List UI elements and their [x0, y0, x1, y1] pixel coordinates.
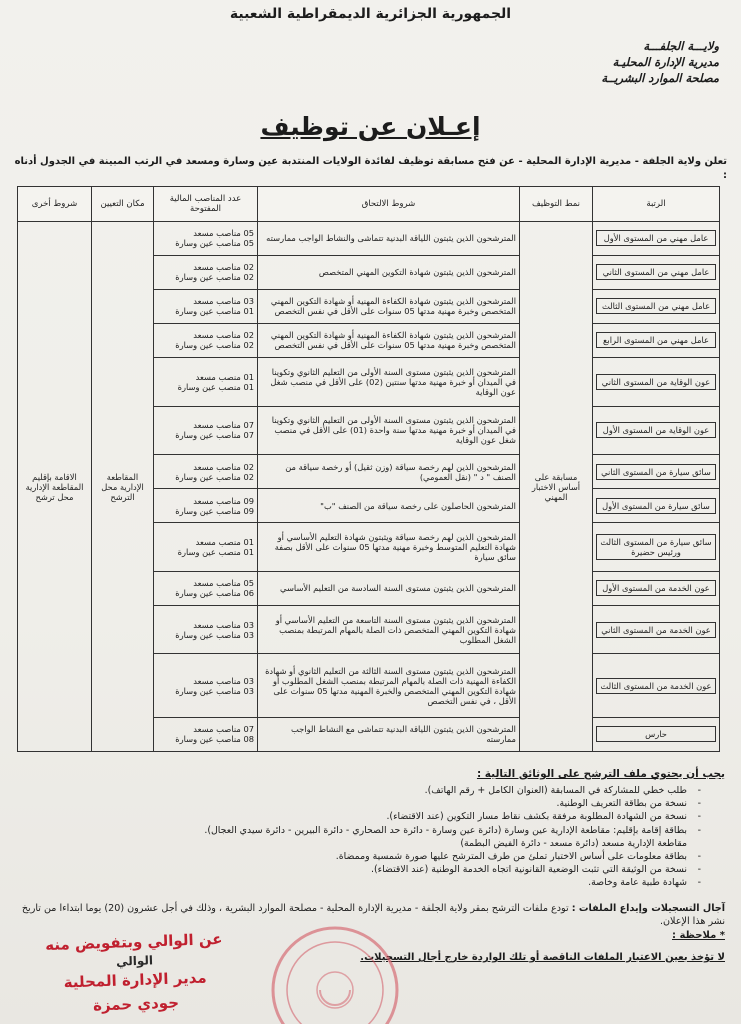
documents-title: يجب أن يحتوي ملف الترشح على الوثائق التالية : — [476, 768, 725, 780]
cell-conditions: المترشحون الذين يثبتون شهادة الكفاءة المهنية أو شهادة التكوين المهني المتخصص وخبرة مهنية مدتها 05 سنوات على الأقل في نفس التخصص — [258, 323, 520, 357]
document-item: مقاطعة الإدارية مسعد (دائرة مسعد - دائرة الفيض البطمة) — [460, 837, 687, 849]
cell-rank — [593, 523, 720, 572]
deadline-text: تودع ملفات الترشح بمقر ولاية الجلفة - مديرية الإدارة المحلية - مصلحة الموارد البشرية ، وذلك في أجل عشرون (20) يوما ابتداءا من تاريخ نشر هذا الإعلان. — [21, 903, 725, 927]
intro-paragraph: تعلن ولاية الجلفة - مديرية الإدارة المحلية - عن فتح مسابقة توظيف لفائدة الولايات المنتدبة عين وسارة ومسعد في الرتب المبينة في الجدول أدناه : — [14, 156, 727, 181]
rank-label: عون الخدمة من المستوى الثالث — [596, 678, 716, 694]
issuing-organization — [601, 38, 719, 86]
cell-rank — [593, 654, 720, 717]
note-text: لا تؤخذ بعين الاعتبار الملفات الناقصة أو تلك الواردة خارج أجال التسجيلات. — [360, 952, 725, 963]
cell-conditions: المترشحون الذين يثبتون شهادة التكوين المهني المتخصص — [258, 255, 520, 289]
cell-conditions: المترشحون الذين يثبتون اللياقة البدنية تتماشى والنشاط الواجب ممارسته — [258, 222, 520, 256]
header-place: مكان التعيين — [92, 187, 154, 222]
org-line-directorate: مديرية الإدارة المحليـة — [612, 55, 719, 69]
rank-label: عامل مهني من المستوى الرابع — [596, 332, 716, 348]
cell-rank — [593, 289, 720, 323]
cell-assignment-place: المقاطعة الإدارية محل الترشح — [92, 222, 154, 752]
header-posts: عدد المناصب المالية المفتوحة — [154, 187, 258, 222]
rank-label: حارس — [596, 726, 716, 742]
deadline-label: آجال التسجيلات وإيداع الملفات : — [571, 903, 725, 914]
cell-conditions: المترشحون الذين يثبتون مستوى السنة التاسعة من التعليم الأساسي أو شهادة التكوين المهني المتخصص ذات الصلة بالمهام المرتبطة بمنصب الشغل المطلوب — [258, 605, 520, 654]
cell-rank — [593, 571, 720, 605]
cell-posts: 05 مناصب مسعد 05 مناصب عين وسارة — [154, 222, 258, 256]
cell-posts: 03 مناصب مسعد 03 مناصب عين وسارة — [154, 605, 258, 654]
cell-conditions: المترشحون الذين لهم رخصة سياقة (وزن ثقيل) أو رخصة سياقة من الصنف " د " (نقل العمومي) — [258, 455, 520, 489]
document-item: - نسخة من بطاقة التعريف الوطنية. — [61, 797, 701, 810]
rank-label: عون الخدمة من المستوى الأول — [596, 580, 716, 596]
cell-rank — [593, 255, 720, 289]
document-item: - بطاقة معلومات على أساس الاختبار تملئ من طرف المترشح عليها صورة شمسية وممضاة. — [61, 850, 701, 863]
stamp-line: عن الوالي وبتفويض منه — [44, 929, 223, 955]
cell-conditions: المترشحون الذين يثبتون شهادة الكفاءة المهنية أو شهادة التكوين المهني المتخصص وخبرة مهنية مدتها 05 سنوات على الأقل في نفس التخصص — [258, 289, 520, 323]
cell-other-conditions: الاقامة بإقليم المقاطعة الإدارية محل ترشح — [18, 222, 92, 752]
cell-rank — [593, 455, 720, 489]
cell-conditions: المترشحون الذين يثبتون اللياقة البدنية تتماشى مع النشاط الواجب ممارسته — [258, 717, 520, 751]
rank-label: عامل مهني من المستوى الثالث — [596, 298, 716, 314]
header-conditions: شروط الالتحاق — [258, 187, 520, 222]
cell-conditions: المترشحون الذين يثبتون مستوى السنة الثالثة من التعليم الثانوي أو شهادة الكفاءة المهنية ذات الصلة بالمهام المرتبطة بمنصب الشغل المطلوب أو شهادة التكوين المهني المتخصص والخبرة المهنية مدتها 05 سنوات على الأقل ، في نفس التخصص — [258, 654, 520, 717]
document-item: - شهادة طبية عامة وخاصة. — [61, 876, 701, 889]
cell-conditions: المترشحون الذين يثبتون مستوى السنة الأولى من التعليم الثانوي وتكوينا في الميدان أو خبرة مهنية مدتها سنة واحدة (01) على الأقل في منصب شغل عون الوقاية — [258, 406, 520, 455]
cell-posts: 05 مناصب مسعد 06 مناصب عين وسارة — [154, 571, 258, 605]
cell-conditions: المترشحون الذين يثبتون مستوى السنة السادسة من التعليم الأساسي — [258, 571, 520, 605]
cell-posts: 02 مناصب مسعد 02 مناصب عين وسارة — [154, 255, 258, 289]
stamp-line: الوالي — [115, 953, 154, 969]
cell-posts: 03 مناصب مسعد 03 مناصب عين وسارة — [154, 654, 258, 717]
stamp-line: مدير الإدارة المحلية — [63, 968, 207, 992]
rank-label: عامل مهني من المستوى الأول — [596, 230, 716, 246]
cell-posts: 03 مناصب مسعد 01 مناصب عين وسارة — [154, 289, 258, 323]
cell-rank — [593, 323, 720, 357]
rank-label: عون الخدمة من المستوى الثاني — [596, 622, 716, 638]
cell-conditions: المترشحون الذين يثبتون مستوى السنة الأولى من التعليم الثانوي وتكوينا في الميدان أو خبرة مهنية مدتها سنتين (02) على الأقل في منصب شغل عون الوقاية — [258, 357, 520, 406]
rank-label: سائق سيارة من المستوى الثاني — [596, 464, 716, 480]
cell-posts: 09 مناصب مسعد 09 مناصب عين وسارة — [154, 489, 258, 523]
org-line-service: مصلحة الموارد البشريــة — [601, 71, 719, 85]
cell-recruitment-mode: مسابقة على أساس الاختبار المهني — [520, 222, 593, 752]
official-seal — [260, 920, 410, 1024]
page-title: إعـلان عن توظيف — [260, 112, 481, 141]
cell-posts: 02 مناصب مسعد 02 مناصب عين وسارة — [154, 455, 258, 489]
cell-rank — [593, 222, 720, 256]
header-mode: نمط التوظيف — [520, 187, 593, 222]
stamp-line: جودي حمزة — [92, 993, 180, 1015]
cell-posts: 01 منصب مسعد 01 منصب عين وسارة — [154, 357, 258, 406]
header-rank: الرتبة — [593, 187, 720, 222]
rank-label: سائق سيارة من المستوى الأول — [596, 498, 716, 514]
signature-stamp — [38, 927, 231, 1024]
document-item: - بطاقة إقامة بإقليم: مقاطعة الإدارية عين وسارة (دائرة عين وسارة - دائرة حد الصحاري - دائرة البيرين - دائرة سيدي العجال). — [61, 824, 701, 837]
cell-conditions: المترشحون الذين لهم رخصة سياقة ويثبتون شهادة التعليم الأساسي أو شهادة التعليم المتوسط وخبرة مهنية مدتها 05 سنوات على الأقل بصفة سائق سيارة — [258, 523, 520, 572]
table-header-row — [18, 187, 720, 222]
rank-label: سائق سيارة من المستوى الثالث ورئيس حضيرة — [596, 534, 716, 560]
documents-list — [61, 784, 701, 890]
cell-rank — [593, 489, 720, 523]
cell-rank — [593, 605, 720, 654]
rank-label: عامل مهني من المستوى الثاني — [596, 264, 716, 280]
republic-header: الجمهورية الجزائرية الديمقراطية الشعبية — [229, 6, 512, 22]
cell-rank — [593, 406, 720, 455]
note-label: * ملاحظة : — [672, 930, 725, 941]
cell-rank — [593, 357, 720, 406]
cell-posts: 07 مناصب مسعد 07 مناصب عين وسارة — [154, 406, 258, 455]
cell-rank — [593, 717, 720, 751]
rank-label: عون الوقاية من المستوى الأول — [596, 422, 716, 438]
cell-posts: 01 منصب مسعد 01 منصب عين وسارة — [154, 523, 258, 572]
document-item: - نسخة من الشهادة المطلوبة مرفقة بكشف نقاط مسار التكوين (عند الاقتضاء). — [61, 810, 701, 823]
table-row — [18, 222, 720, 256]
org-line-wilaya: ولايـــة الجلفـــة — [643, 39, 719, 53]
document-item: - نسخة من الوثيقة التي تثبت الوضعية القانونية اتجاه الخدمة الوطنية (عند الاقتضاء). — [61, 863, 701, 876]
rank-label: عون الوقاية من المستوى الثاني — [596, 374, 716, 390]
positions-table — [17, 186, 720, 752]
document-item: - طلب خطي للمشاركة في المسابقة (العنوان الكامل + رقم الهاتف). — [61, 784, 701, 797]
cell-posts: 02 مناصب مسعد 02 مناصب عين وسارة — [154, 323, 258, 357]
cell-conditions: المترشحون الحاصلون على رخصة سياقة من الصنف "ب" — [258, 489, 520, 523]
cell-posts: 07 مناصب مسعد 08 مناصب عين وسارة — [154, 717, 258, 751]
header-other: شروط أخرى — [18, 187, 92, 222]
